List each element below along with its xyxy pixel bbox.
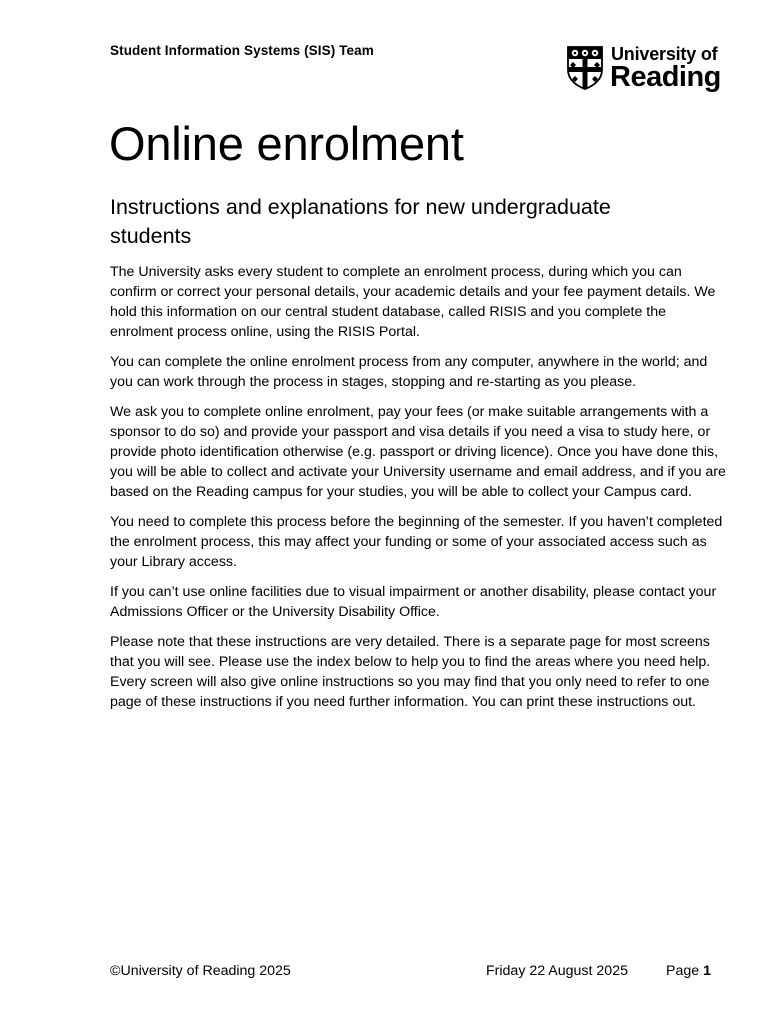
logo-text-line2: Reading bbox=[610, 61, 721, 93]
page-subtitle: Instructions and explanations for new undergraduate students bbox=[110, 195, 611, 248]
footer-page-number bbox=[666, 963, 711, 979]
university-shield-icon bbox=[567, 46, 603, 90]
paragraph-anywhere: You can complete the online enrolment process from any computer, anywhere in the world; and you can work through the process in stages, stopping and re-starting as you please. bbox=[110, 354, 708, 390]
page-title: Online enrolment bbox=[109, 117, 464, 170]
footer-page-label: Page bbox=[666, 963, 700, 979]
paragraph-note: Please note that these instructions are very detailed. There is a separate page for most screens that you will see. Please use the index below to help you to find the areas where you need help. Every screen will also give online instructions so you may find that you only need to refer to one page of these instructions if you need further information. You can print these instructions out. bbox=[110, 634, 711, 710]
footer-date: Friday 22 August 2025 bbox=[486, 963, 628, 979]
paragraph-intro: The University asks every student to complete an enrolment process, during which you can confirm or correct your personal details, your academic details and your fee payment details. We hold this information on our central student database, called RISIS and you complete the enrolment process online, using the RISIS Portal. bbox=[110, 264, 716, 340]
logo-text-line1: University of bbox=[611, 44, 718, 64]
header-team-name: Student Information Systems (SIS) Team bbox=[110, 43, 374, 58]
paragraph-requirements: We ask you to complete online enrolment, pay your fees (or make suitable arrangements with a sponsor to do so) and provide your passport and visa details if you need a visa to study here, or provide photo identification otherwise (e.g. passport or driving licence). Once you have done this, you will be able to collect and activate your University username and email address, and if you are based on the Reading campus for your studies, you will be able to collect your Campus card. bbox=[110, 404, 726, 500]
footer-copyright: ©University of Reading 2025 bbox=[110, 963, 291, 979]
paragraph-deadline: You need to complete this process before the beginning of the semester. If you haven’t completed the enrolment process, this may affect your funding or some of your associated access such as your Library access. bbox=[110, 514, 723, 570]
paragraph-accessibility: If you can’t use online facilities due to visual impairment or another disability, please contact your Admissions Officer or the University Disability Office. bbox=[110, 584, 717, 620]
body-text bbox=[110, 262, 728, 722]
footer-page-value: 1 bbox=[703, 963, 711, 979]
university-logo bbox=[567, 44, 727, 96]
